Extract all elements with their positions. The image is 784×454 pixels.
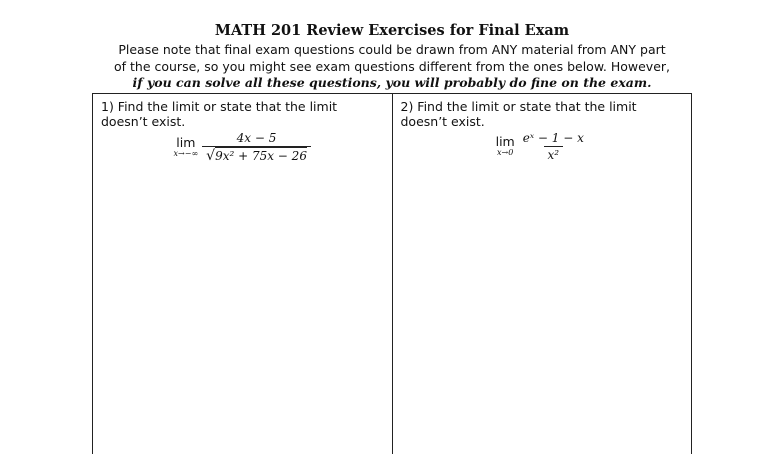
fraction <box>202 131 311 164</box>
fraction <box>519 131 588 162</box>
numerator: eˣ − 1 − x <box>522 131 584 145</box>
intro-note <box>0 42 784 92</box>
problem-cell-1 <box>93 94 392 454</box>
lim-text: lim <box>176 135 196 150</box>
denominator <box>202 146 311 164</box>
radical-sign: √ <box>206 148 216 164</box>
intro-line-2: of the course, so you might see exam questions different from the ones below. However, <box>113 58 671 74</box>
problem-2-formula <box>401 131 684 162</box>
limit-operator <box>496 135 515 158</box>
numerator: 4x − 5 <box>236 131 277 145</box>
problem-2-text: 2) Find the limit or state that the limit doesn’t exist. <box>400 99 637 129</box>
lim-subscript: x→−∞ <box>173 149 199 158</box>
lim-subscript: x→0 <box>497 148 514 157</box>
page-title: MATH 201 Review Exercises for Final Exam <box>214 22 570 39</box>
problem-cell-2 <box>392 94 692 454</box>
problem-1-formula <box>101 131 384 164</box>
problem-1-text: 1) Find the limit or state that the limit doesn’t exist. <box>101 99 338 129</box>
intro-line-1: Please note that final exam questions could be drawn from ANY material from ANY part <box>118 42 666 57</box>
lim-text: lim <box>495 134 515 149</box>
problem-grid <box>92 93 692 454</box>
radicand: 9x² + 75x − 26 <box>215 149 307 163</box>
intro-emphasis: if you can solve all these questions, you will probably do fine on the exam. <box>132 75 652 90</box>
limit-operator <box>174 136 199 159</box>
denominator: x² <box>544 146 564 162</box>
